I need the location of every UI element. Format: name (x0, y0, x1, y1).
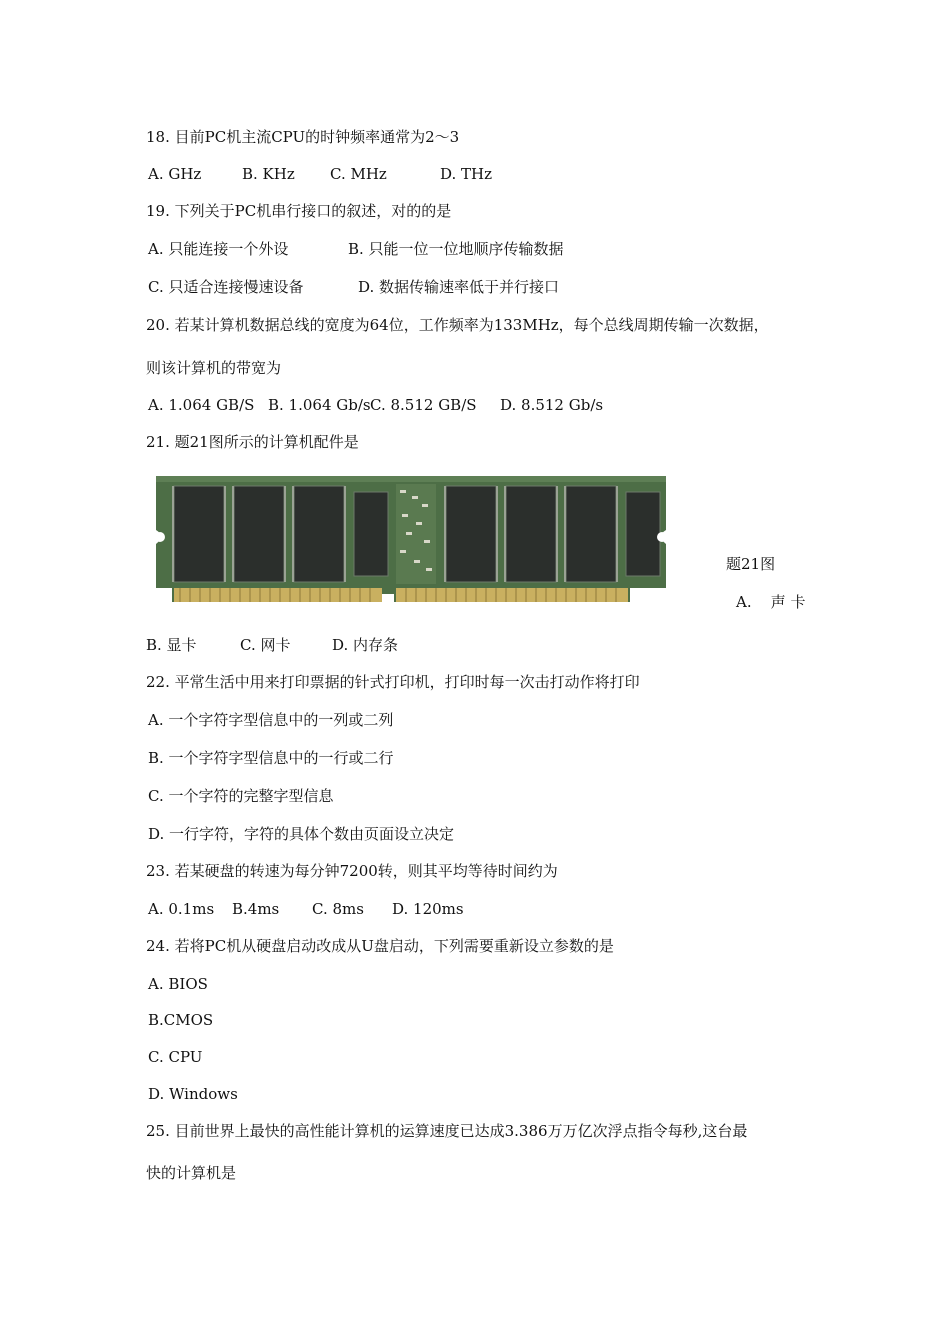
q24-option-a: A. BIOS (148, 975, 208, 993)
q20-option-c: C. 8.512 GB/S (370, 396, 477, 414)
q19-stem: 19. 下列关于PC机串行接口的叙述，对的的是 (146, 202, 452, 220)
q22-option-d: D. 一行字符，字符的具体个数由页面设立决定 (148, 825, 455, 843)
q21-option-c: C. 网卡 (240, 636, 291, 654)
q18-option-a: A. GHz (148, 165, 202, 183)
q23-option-c: C. 8ms (312, 900, 364, 918)
q18-option-b: B. KHz (242, 165, 295, 183)
q23-stem: 23. 若某硬盘的转速为每分钟7200转，则其平均等待时间约为 (146, 862, 558, 880)
q22-option-c: C. 一个字符的完整字型信息 (148, 787, 334, 805)
q21-option-a: A. 声 卡 (736, 593, 806, 611)
q20-option-b: B. 1.064 Gb/s (268, 396, 371, 414)
q23-option-a: A. 0.1ms (148, 900, 215, 918)
q21-option-d: D. 内存条 (332, 636, 399, 654)
q22-stem: 22. 平常生活中用来打印票据的针式打印机，打印时每一次击打动作将打印 (146, 673, 640, 691)
q23-option-d: D. 120ms (392, 900, 464, 918)
q25-stem-line2: 快的计算机是 (146, 1164, 237, 1182)
q19-option-c: C. 只适合连接慢速设备 (148, 278, 304, 296)
q23-option-b: B.4ms (232, 900, 280, 918)
q22-option-b: B. 一个字符字型信息中的一行或二行 (148, 749, 394, 767)
q18-stem: 18. 目前PC机主流CPU的时钟频率通常为2～3 (146, 128, 460, 146)
q21-stem: 21. 题21图所示的计算机配件是 (146, 433, 359, 451)
q19-option-d: D. 数据传输速率低于并行接口 (358, 278, 560, 296)
q25-stem-line1: 25. 目前世界上最快的高性能计算机的运算速度已达成3.386万万亿次浮点指令每秒,这台最 (146, 1122, 748, 1140)
q21-figure-caption: 题21图 (726, 555, 776, 573)
q24-option-c: C. CPU (148, 1048, 203, 1066)
q24-option-d: D. Windows (148, 1085, 238, 1103)
q20-option-d: D. 8.512 Gb/s (500, 396, 604, 414)
q22-option-a: A. 一个字符字型信息中的一列或二列 (148, 711, 394, 729)
q19-option-a: A. 只能连接一个外设 (148, 240, 289, 258)
q24-stem: 24. 若将PC机从硬盘启动改成从U盘启动，下列需要重新设立参数的是 (146, 937, 614, 955)
q18-option-d: D. THz (440, 165, 493, 183)
q20-stem-line1: 20. 若某计算机数据总线的宽度为64位，工作频率为133MHz，每个总线周期传输一次数据， (146, 316, 769, 334)
q20-option-a: A. 1.064 GB/S (148, 396, 255, 414)
q19-option-b: B. 只能一位一位地顺序传输数据 (348, 240, 564, 258)
q18-option-c: C. MHz (330, 165, 387, 183)
q21-option-b: B. 显卡 (146, 636, 197, 654)
q24-option-b: B.CMOS (148, 1011, 214, 1029)
memory-module-image (150, 470, 672, 606)
q20-stem-line2: 则该计算机的带宽为 (146, 359, 282, 377)
